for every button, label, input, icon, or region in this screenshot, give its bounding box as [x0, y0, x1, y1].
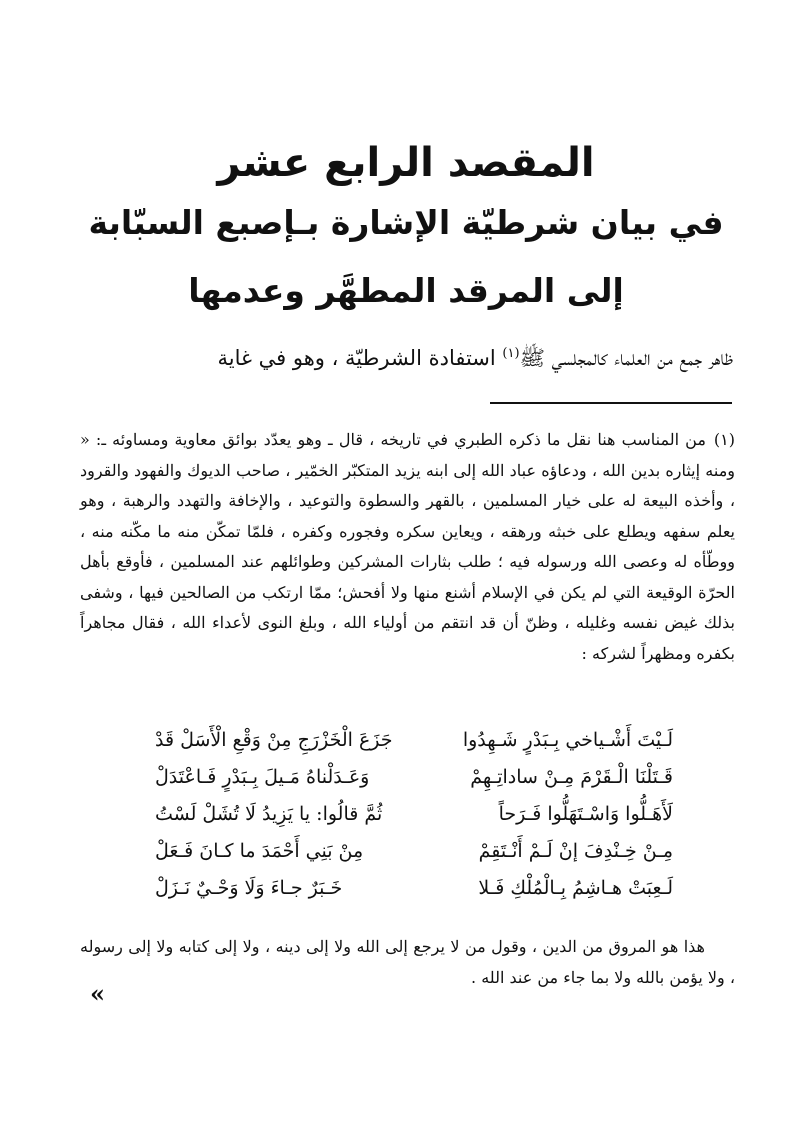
poem-hemistich-right: لَـعِبَتْ هـاشِمُ بِـالْمُلْكِ فَـلا [478, 877, 673, 899]
poem-hemistich-left: ثُمَّ قالُوا: يا يَزِيدُ لَا تُشَلْ لَسْتُ [155, 803, 383, 825]
poem-hemistich-right: لَـيْتَ أَشْـياخي بِـبَدْرٍ شَـهِدُوا [462, 729, 673, 751]
poem-verse [155, 870, 673, 907]
poem [155, 722, 673, 907]
footnote-number: (١) [713, 430, 735, 449]
chapter-subtitle-line-1: في بيان شرطيّة الإشارة بـإصبع السبّابة [88, 203, 724, 242]
poem-hemistich-right: قَـتَلْنَا الْـقَرْمَ مِـنْ ساداتِـهِمْ [470, 766, 673, 788]
poem-hemistich-left: جَزَعَ الْخَزْرَجِ مِنْ وَقْعِ الْأَسَلْ قَدْ [155, 729, 393, 751]
poem-verse [155, 796, 673, 833]
footnote-continuation: هذا هو المروق من الدين ، وقول من لا يرجع إلى الله ولا إلى دينه ، ولا إلى كتابه ولا إلى رسوله ، ولا يؤمن بالله ولا بما جاء من عند الله . [80, 937, 735, 987]
footnote-reference[interactable]: (١) [502, 346, 520, 361]
footnote-text: من المناسب هنا نقل ما ذكره الطبري في تاريخه ، قال ـ وهو يعدّد بوائق معاوية ومساوئه ـ: « ومنه إيثاره بدين الله ، ودعاؤه عباد الله إلى ابنه يزيد المتكبّر الخمّير ، صاحب الديوك والفهود والقرود ، وأخذه البيعة له على خيار المسلمين ، بالقهر والسطوة والتوعيد ، والإخافة والتهدد والرهبة ، وهو يعلم سفهه ويطلع على خبثه ورهقه ، ويعاين سكره وفجوره وكفره ، فلمّا تمكّن منه ما مكّنه منه ، ووطّأه له وعصى الله ورسوله فيه ؛ طلب بثارات المشركين وطوائلهم عند المسلمين ، فأوقع بأهل الحرّة الوقيعة التي لم يكن في الإسلام أشنع منها ولا أفحش؛ ممّا ارتكب من الصالحين فيها ، وشفى بذلك غيض نفسه وغليله ، وظنّ أن قد انتقم من أولياء الله ، وبلغ النوى لأعداء الله ، فقال مجاهراً بكفره ومظهراً لشركه : [80, 430, 735, 663]
poem-verse [155, 722, 673, 759]
poem-hemistich-left: وَعَـدَلْناهُ مَـيلَ بِـبَدْرٍ فَـاعْتَدَلْ [155, 766, 370, 788]
poem-hemistich-left: مِنْ بَنِي أَحْمَدَ ما كـانَ فَـعَلْ [155, 840, 364, 862]
body-text-end: استفادة الشرطيّة ، وهو في غاية [217, 346, 503, 370]
poem-hemistich-right: مِـنْ خِـنْدِفَ إنْ لَـمْ أَنْـتَقِمْ [478, 840, 673, 862]
poem-hemistich-left: خَـبَرٌ جـاءَ وَلَا وَحْـيٌ نَـزَلْ [155, 877, 343, 899]
poem-verse [155, 833, 673, 870]
poem-verse [155, 759, 673, 796]
chapter-subtitle-line-2: إلى المرقد المطهَّر وعدمها [188, 271, 624, 310]
footnote [80, 425, 735, 669]
body-paragraph [80, 336, 733, 376]
closing-quote-mark: » [90, 979, 105, 1008]
poem-hemistich-right: لَأَهَـلُّوا وَاسْـتَهَلُّوا فَـرَحاً [498, 803, 673, 825]
body-text-start: ظاهر جمع من العلماء كالمجلسي ﷺ [519, 346, 733, 370]
footnote-separator [490, 402, 732, 404]
chapter-title: المقصد الرابع عشر [217, 140, 595, 186]
